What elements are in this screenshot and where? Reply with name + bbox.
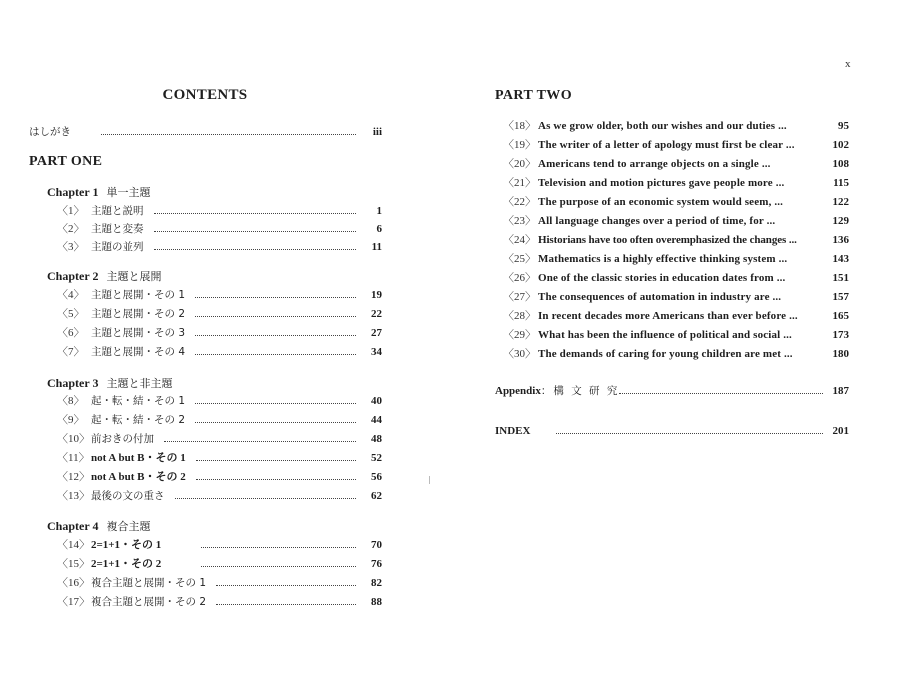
entry-page: 143 [832, 253, 849, 265]
entry-label: 主題と展開・その 1 [91, 289, 186, 301]
toc-entry[interactable] [57, 451, 382, 465]
toc-entry[interactable] [57, 240, 382, 254]
entry-page: 157 [832, 291, 849, 303]
entry-number: 〈28〉 [503, 310, 536, 322]
leader-dots [216, 585, 356, 586]
chapter-heading [47, 184, 150, 200]
toc-entry[interactable] [57, 307, 382, 321]
toc-entry[interactable] [503, 138, 849, 152]
toc-entry[interactable] [57, 288, 382, 302]
entry-label: 主題と展開・その 2 [91, 308, 186, 320]
toc-entry[interactable] [503, 290, 849, 304]
entry-label: Americans tend to arrange objects on a single ... [538, 158, 771, 170]
gutter-mark [429, 476, 430, 484]
chapter-heading [47, 375, 172, 391]
entry-number: 〈9〉 [57, 414, 85, 426]
contents-title: CONTENTS [162, 87, 248, 103]
entry-number: 〈2〉 [57, 223, 85, 235]
chapter-title: 主題と非主題 [106, 377, 173, 390]
entry-page: 27 [371, 327, 382, 339]
toc-entry[interactable] [503, 328, 849, 342]
toc-entry[interactable] [57, 470, 382, 484]
entry-label: 主題と展開・その 4 [91, 346, 186, 358]
toc-entry[interactable] [57, 413, 382, 427]
entry-page: 88 [371, 596, 382, 608]
entry-page: 115 [833, 177, 849, 189]
toc-entry[interactable] [57, 557, 382, 571]
toc-entry[interactable] [57, 204, 382, 218]
entry-page: 108 [832, 158, 849, 170]
entry-label: 2=1+1・その 2 [91, 558, 162, 570]
chapter-number: Chapter 1 [47, 185, 99, 199]
entry-page: 52 [371, 452, 382, 464]
entry-label: INDEX [495, 425, 531, 437]
entry-number: 〈13〉 [57, 490, 90, 502]
entry-number: 〈22〉 [503, 196, 536, 208]
entry-number: 〈19〉 [503, 139, 536, 151]
chapter-number: Chapter 2 [47, 269, 99, 283]
entry-number: 〈8〉 [57, 395, 85, 407]
entry-page: 76 [371, 558, 382, 570]
entry-label: 起・転・結・その 1 [91, 395, 186, 407]
entry-label: 複合主題と展開・その 2 [91, 596, 207, 608]
entry-number: 〈17〉 [57, 596, 90, 608]
right-page [450, 0, 900, 700]
entry-label: 主題と変奏 [91, 223, 144, 235]
entry-number: 〈3〉 [57, 241, 85, 253]
entry-page: 11 [371, 241, 382, 253]
entry-label: The writer of a letter of apology must first be clear ... [538, 139, 795, 151]
entry-label-jp: ：構 文 研 究 [540, 385, 620, 397]
entry-number: 〈25〉 [503, 253, 536, 265]
toc-entry[interactable] [57, 432, 382, 446]
entry-label: not A but B・その 1 [91, 452, 186, 464]
entry-number: 〈10〉 [57, 433, 90, 445]
leader-dots [195, 354, 356, 355]
entry-page: 40 [371, 395, 382, 407]
entry-label: 最後の文の重さ [91, 490, 165, 502]
entry-number: 〈29〉 [503, 329, 536, 341]
toc-entry[interactable] [503, 271, 849, 285]
toc-entry-index[interactable] [495, 424, 849, 438]
toc-entry[interactable] [57, 345, 382, 359]
toc-entry[interactable] [57, 222, 382, 236]
page-folio: x [845, 58, 851, 70]
entry-label: The demands of caring for young children are met ... [538, 348, 793, 360]
entry-page: 48 [371, 433, 382, 445]
leader-dots [195, 316, 356, 317]
entry-label: The consequences of automation in industry are ... [538, 291, 782, 303]
toc-entry[interactable] [503, 119, 849, 133]
entry-label: 起・転・結・その 2 [91, 414, 186, 426]
entry-page: 151 [832, 272, 849, 284]
toc-entry[interactable] [503, 347, 849, 361]
entry-page: 1 [376, 205, 382, 217]
entry-page: 19 [371, 289, 382, 301]
entry-page: 122 [832, 196, 849, 208]
entry-number: 〈23〉 [503, 215, 536, 227]
leader-dots [154, 249, 357, 250]
leader-dots [195, 297, 356, 298]
chapter-number: Chapter 4 [47, 519, 99, 533]
entry-page: 22 [371, 308, 382, 320]
entry-number: 〈20〉 [503, 158, 536, 170]
leader-dots [216, 604, 356, 605]
toc-entry[interactable] [57, 489, 382, 503]
entry-label: 主題と展開・その 3 [91, 327, 186, 339]
toc-entry[interactable] [503, 214, 849, 228]
toc-entry[interactable] [57, 394, 382, 408]
chapter-title: 単一主題 [106, 186, 151, 199]
entry-label: 主題と説明 [91, 205, 144, 217]
leader-dots [201, 547, 356, 548]
leader-dots [154, 213, 357, 214]
entry-page: 180 [832, 348, 849, 360]
entry-number: 〈5〉 [57, 308, 85, 320]
leader-dots [619, 393, 823, 394]
entry-number: 〈11〉 [57, 452, 90, 464]
chapter-title: 主題と展開 [106, 270, 162, 283]
entry-number: 〈18〉 [503, 120, 536, 132]
chapter-number: Chapter 3 [47, 376, 99, 390]
entry-number: 〈30〉 [503, 348, 536, 360]
entry-label: Mathematics is a highly effective thinking system ... [538, 253, 788, 265]
leader-dots [196, 479, 356, 480]
part-one-heading: PART ONE [29, 154, 103, 169]
chapter-heading [47, 268, 161, 284]
entry-page: 173 [832, 329, 849, 341]
leader-dots [101, 134, 356, 135]
entry-page: 56 [371, 471, 382, 483]
toc-entry[interactable] [503, 157, 849, 171]
entry-number: 〈16〉 [57, 577, 90, 589]
entry-number: 〈26〉 [503, 272, 536, 284]
entry-number: 〈1〉 [57, 205, 85, 217]
entry-label: All language changes over a period of time, for ... [538, 215, 776, 227]
entry-label: The purpose of an economic system would seem, ... [538, 196, 784, 208]
toc-entry[interactable] [57, 576, 382, 590]
entry-number: 〈14〉 [57, 539, 90, 551]
leader-dots [175, 498, 357, 499]
entry-page: 34 [371, 346, 382, 358]
leader-dots [196, 460, 356, 461]
entry-number: 〈6〉 [57, 327, 85, 339]
entry-page: 95 [838, 120, 849, 132]
entry-label: 2=1+1・その 1 [91, 539, 162, 551]
entry-label: In recent decades more Americans than ever before ... [538, 310, 798, 322]
toc-entry[interactable] [503, 252, 849, 266]
entry-number: 〈27〉 [503, 291, 536, 303]
entry-page: 70 [371, 539, 382, 551]
entry-label: 前おきの付加 [91, 433, 154, 445]
leader-dots [195, 403, 356, 404]
entry-label: 複合主題と展開・その 1 [91, 577, 207, 589]
entry-label: not A but B・その 2 [91, 471, 186, 483]
entry-number: 〈15〉 [57, 558, 90, 570]
toc-entry[interactable] [57, 538, 382, 552]
leader-dots [195, 335, 356, 336]
entry-page: 44 [371, 414, 382, 426]
leader-dots [201, 566, 356, 567]
entry-page: 187 [832, 385, 849, 397]
toc-entry-appendix[interactable] [495, 384, 849, 398]
entry-number: 〈21〉 [503, 177, 536, 189]
toc-entry[interactable] [57, 595, 382, 609]
entry-label: What has been the influence of political and social ... [538, 329, 792, 341]
toc-entry[interactable] [503, 309, 849, 323]
leader-dots [556, 433, 823, 434]
entry-page: 129 [832, 215, 849, 227]
entry-number: 〈4〉 [57, 289, 85, 301]
entry-label: はしがき [29, 126, 71, 138]
entry-number: 〈7〉 [57, 346, 85, 358]
leader-dots [154, 231, 357, 232]
leader-dots [164, 441, 356, 442]
entry-page: 62 [371, 490, 382, 502]
entry-label: As we grow older, both our wishes and our duties ... [538, 120, 787, 132]
entry-page: 82 [371, 577, 382, 589]
toc-entry[interactable] [503, 233, 849, 247]
leader-dots [195, 422, 356, 423]
chapter-heading [47, 518, 150, 534]
toc-entry[interactable] [503, 176, 849, 190]
entry-number: 〈24〉 [503, 234, 536, 246]
part-two-heading: PART TWO [495, 88, 573, 103]
chapter-title: 複合主題 [106, 520, 151, 533]
entry-page: 6 [376, 223, 382, 235]
entry-number: 〈12〉 [57, 471, 90, 483]
entry-label: Television and motion pictures gave people more ... [538, 177, 785, 189]
entry-page: iii [372, 126, 382, 138]
entry-label: Historians have too often overemphasized the changes ... [538, 234, 797, 246]
toc-entry[interactable] [503, 195, 849, 209]
toc-entry-preface[interactable] [29, 125, 382, 139]
entry-label: 主題の並列 [91, 241, 144, 253]
entry-page: 165 [832, 310, 849, 322]
entry-page: 136 [832, 234, 849, 246]
entry-label: One of the classic stories in education dates from ... [538, 272, 786, 284]
entry-page: 201 [832, 425, 849, 437]
entry-page: 102 [832, 139, 849, 151]
entry-label: Appendix [495, 385, 541, 397]
toc-entry[interactable] [57, 326, 382, 340]
